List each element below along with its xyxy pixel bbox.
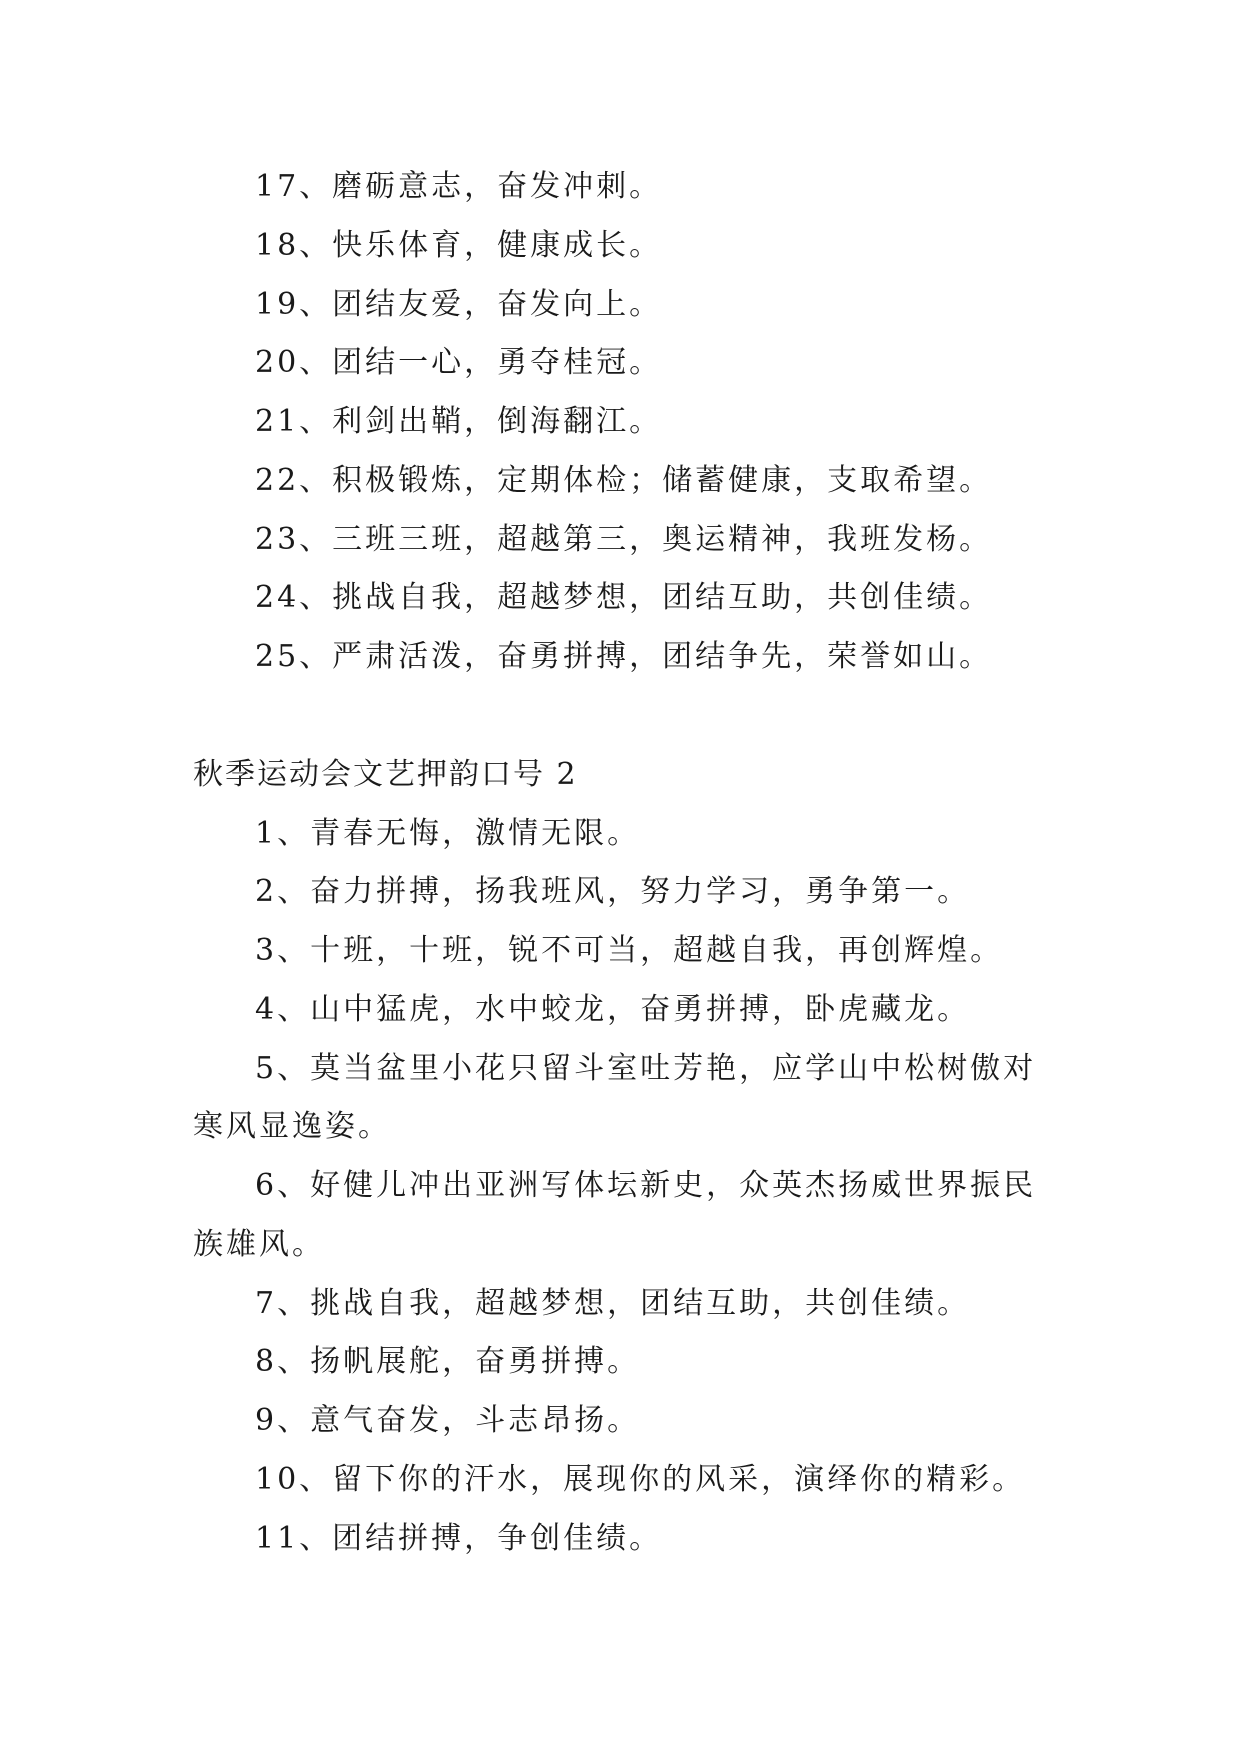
slogan-20: 20、团结一心，勇夺桂冠。: [255, 345, 663, 380]
slogan-7: 7、挑战自我，超越梦想，团结互助，共创佳绩。: [255, 1286, 971, 1321]
slogan-21: 21、利剑出鞘，倒海翻江。: [255, 404, 663, 439]
slogan-24: 24、挑战自我，超越梦想，团结互助，共创佳绩。: [255, 580, 993, 615]
slogan-2: 2、奋力拼搏，扬我班风，努力学习，勇争第一。: [255, 874, 971, 909]
slogan-19: 19、团结友爱，奋发向上。: [255, 287, 663, 322]
slogan-1: 1、青春无悔，激情无限。: [255, 816, 641, 851]
slogan-6-line2: 族雄风。: [193, 1227, 325, 1262]
slogan-22: 22、积极锻炼，定期体检；储蓄健康，支取希望。: [255, 463, 993, 498]
slogan-8: 8、扬帆展舵，奋勇拼搏。: [255, 1344, 641, 1379]
slogan-3: 3、十班，十班，锐不可当，超越自我，再创辉煌。: [255, 933, 1004, 968]
slogan-5-line2: 寒风显逸姿。: [193, 1109, 391, 1144]
slogan-4: 4、山中猛虎，水中蛟龙，奋勇拼搏，卧虎藏龙。: [255, 992, 971, 1027]
slogan-9: 9、意气奋发，斗志昂扬。: [255, 1403, 641, 1438]
slogan-6-line1: 6、好健儿冲出亚洲写体坛新史，众英杰扬威世界振民: [255, 1168, 1037, 1203]
slogan-25: 25、严肃活泼，奋勇拼搏，团结争先，荣誉如山。: [255, 639, 993, 674]
slogan-17: 17、磨砺意志，奋发冲刺。: [255, 169, 663, 204]
slogan-5-line1: 5、莫当盆里小花只留斗室吐芳艳，应学山中松树傲对: [255, 1051, 1037, 1086]
slogan-18: 18、快乐体育，健康成长。: [255, 228, 663, 263]
slogan-23: 23、三班三班，超越第三，奥运精神，我班发杨。: [255, 522, 993, 557]
slogan-11: 11、团结拼搏，争创佳绩。: [255, 1521, 663, 1556]
section-heading: 秋季运动会文艺押韵口号 2: [193, 757, 578, 792]
slogan-10: 10、留下你的汗水，展现你的风采，演绎你的精彩。: [255, 1462, 1026, 1497]
